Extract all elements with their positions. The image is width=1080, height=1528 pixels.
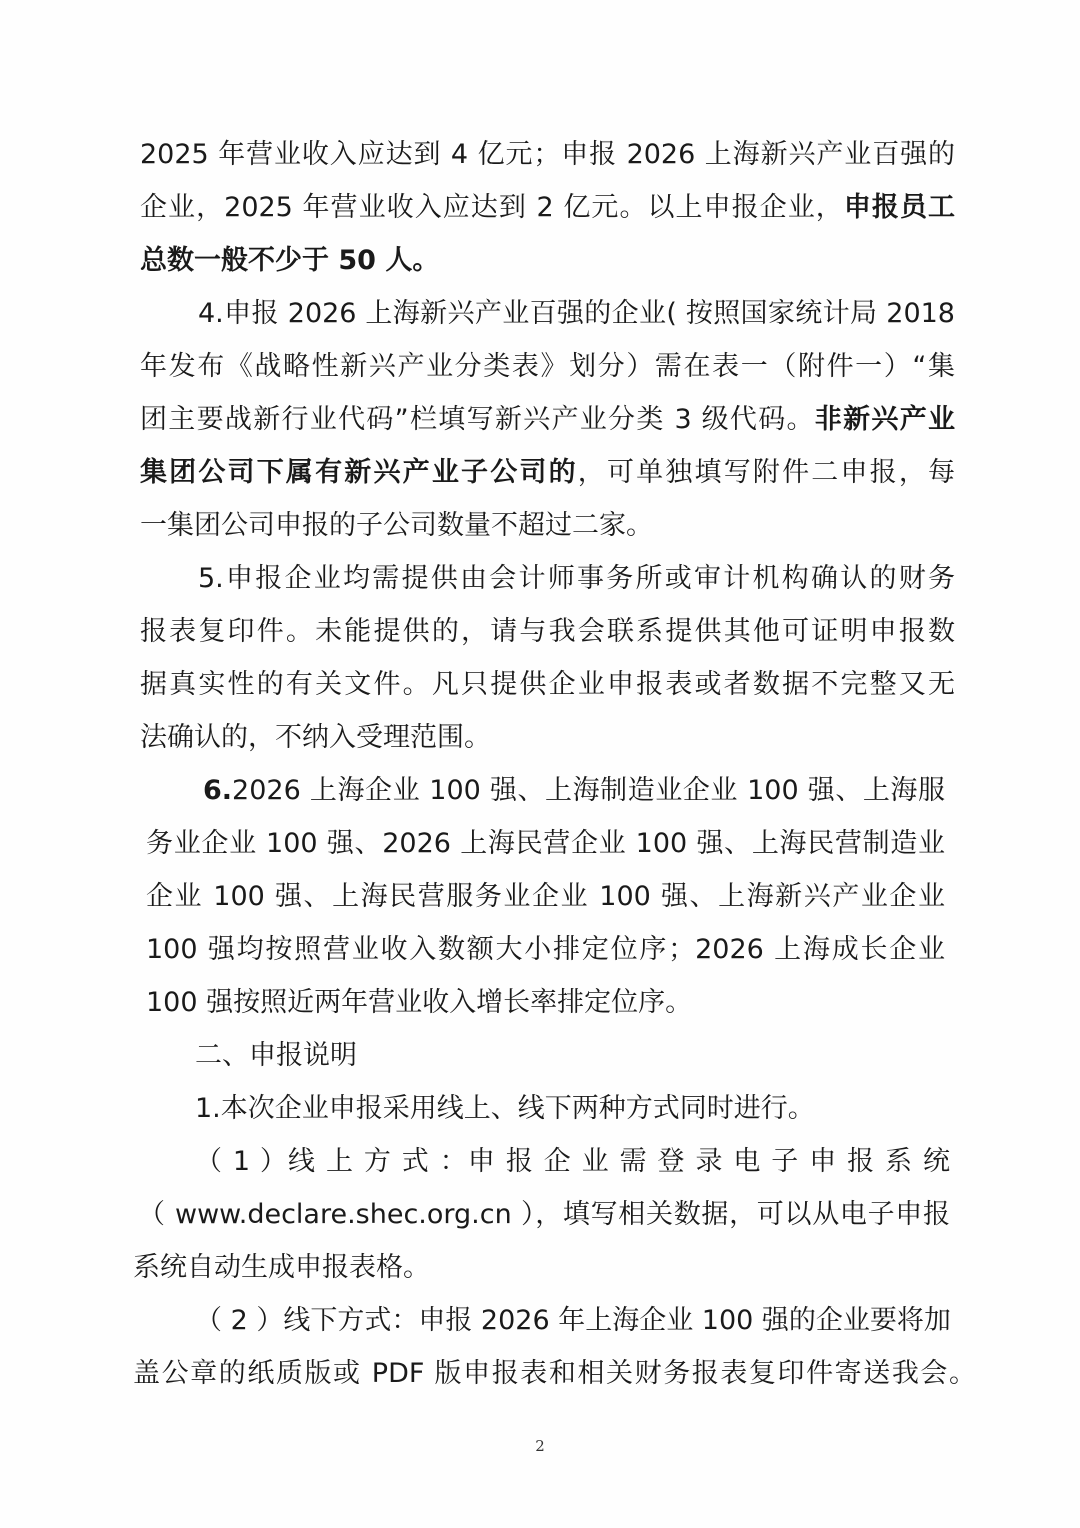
item-4-line: 年发布《战略性新兴产业分类表》划分）需在表一（附件一）“集 xyxy=(140,351,955,382)
bold-text: 申报员工 xyxy=(843,192,956,223)
item-5-line: 据真实性的有关文件。凡只提供企业申报表或者数据不完整又无 xyxy=(140,669,955,700)
section-2-item-1: 1.本次企业申报采用线上、线下两种方式同时进行。 xyxy=(195,1093,815,1124)
offline-method-line: （ 2 ）线下方式：申报 2026 年上海企业 100 强的企业要将加 xyxy=(195,1305,951,1336)
item-6-line: 6.2026 上海企业 100 强、上海制造业企业 100 强、上海服 xyxy=(203,775,945,806)
paragraph-line: 2025 年营业收入应达到 4 亿元；申报 2026 上海新兴产业百强的 xyxy=(140,139,955,170)
bold-text: 6. xyxy=(203,775,233,806)
item-5-line: 法确认的，不纳入受理范围。 xyxy=(140,722,491,753)
bold-text: 集团公司下属有新兴产业子公司的 xyxy=(140,457,578,488)
item-4-line: 集团公司下属有新兴产业子公司的，可单独填写附件二申报，每 xyxy=(140,457,956,488)
offline-method-line: 盖公章的纸质版或 PDF 版申报表和相关财务报表复印件寄送我会。 xyxy=(133,1358,976,1389)
item-5-line: 报表复印件。未能提供的，请与我会联系提供其他可证明申报数 xyxy=(140,616,955,647)
paragraph-line: 企业，2025 年营业收入应达到 2 亿元。以上申报企业，申报员工 xyxy=(140,192,956,223)
item-4-line: 一集团公司申报的子公司数量不超过二家。 xyxy=(140,510,653,541)
item-5-line: 5.申报企业均需提供由会计师事务所或审计机构确认的财务 xyxy=(198,563,955,594)
online-method-line: 系统自动生成申报表格。 xyxy=(133,1252,430,1283)
page-number: 2 xyxy=(535,1437,545,1455)
online-method-line: （ 1 ）线 上 方 式 ：申 报 企 业 需 登 录 电 子 申 报 系 统 xyxy=(195,1146,950,1177)
section-heading: 二、申报说明 xyxy=(195,1040,357,1071)
item-6-line: 企业 100 强、上海民营服务业企业 100 强、上海新兴产业企业 xyxy=(146,881,945,912)
item-4-line: 团主要战新行业代码”栏填写新兴产业分类 3 级代码。非新兴产业 xyxy=(140,404,955,435)
item-6-line: 100 强按照近两年营业收入增长率排定位序。 xyxy=(146,987,693,1018)
item-6-line: 务业企业 100 强、2026 上海民营企业 100 强、上海民营制造业 xyxy=(146,828,945,859)
online-method-line: （ www.declare.shec.org.cn ），填写相关数据，可以从电子申报 xyxy=(138,1199,950,1230)
paragraph-line xyxy=(140,243,955,279)
item-6-line: 100 强均按照营业收入数额大小排定位序；2026 上海成长企业 xyxy=(146,934,945,965)
bold-text: 非新兴产业 xyxy=(814,404,955,435)
bold-text: 总数一般不少于 50 人。 xyxy=(140,245,440,276)
item-4-line: 4.申报 2026 上海新兴产业百强的企业( 按照国家统计局 2018 xyxy=(198,298,955,329)
